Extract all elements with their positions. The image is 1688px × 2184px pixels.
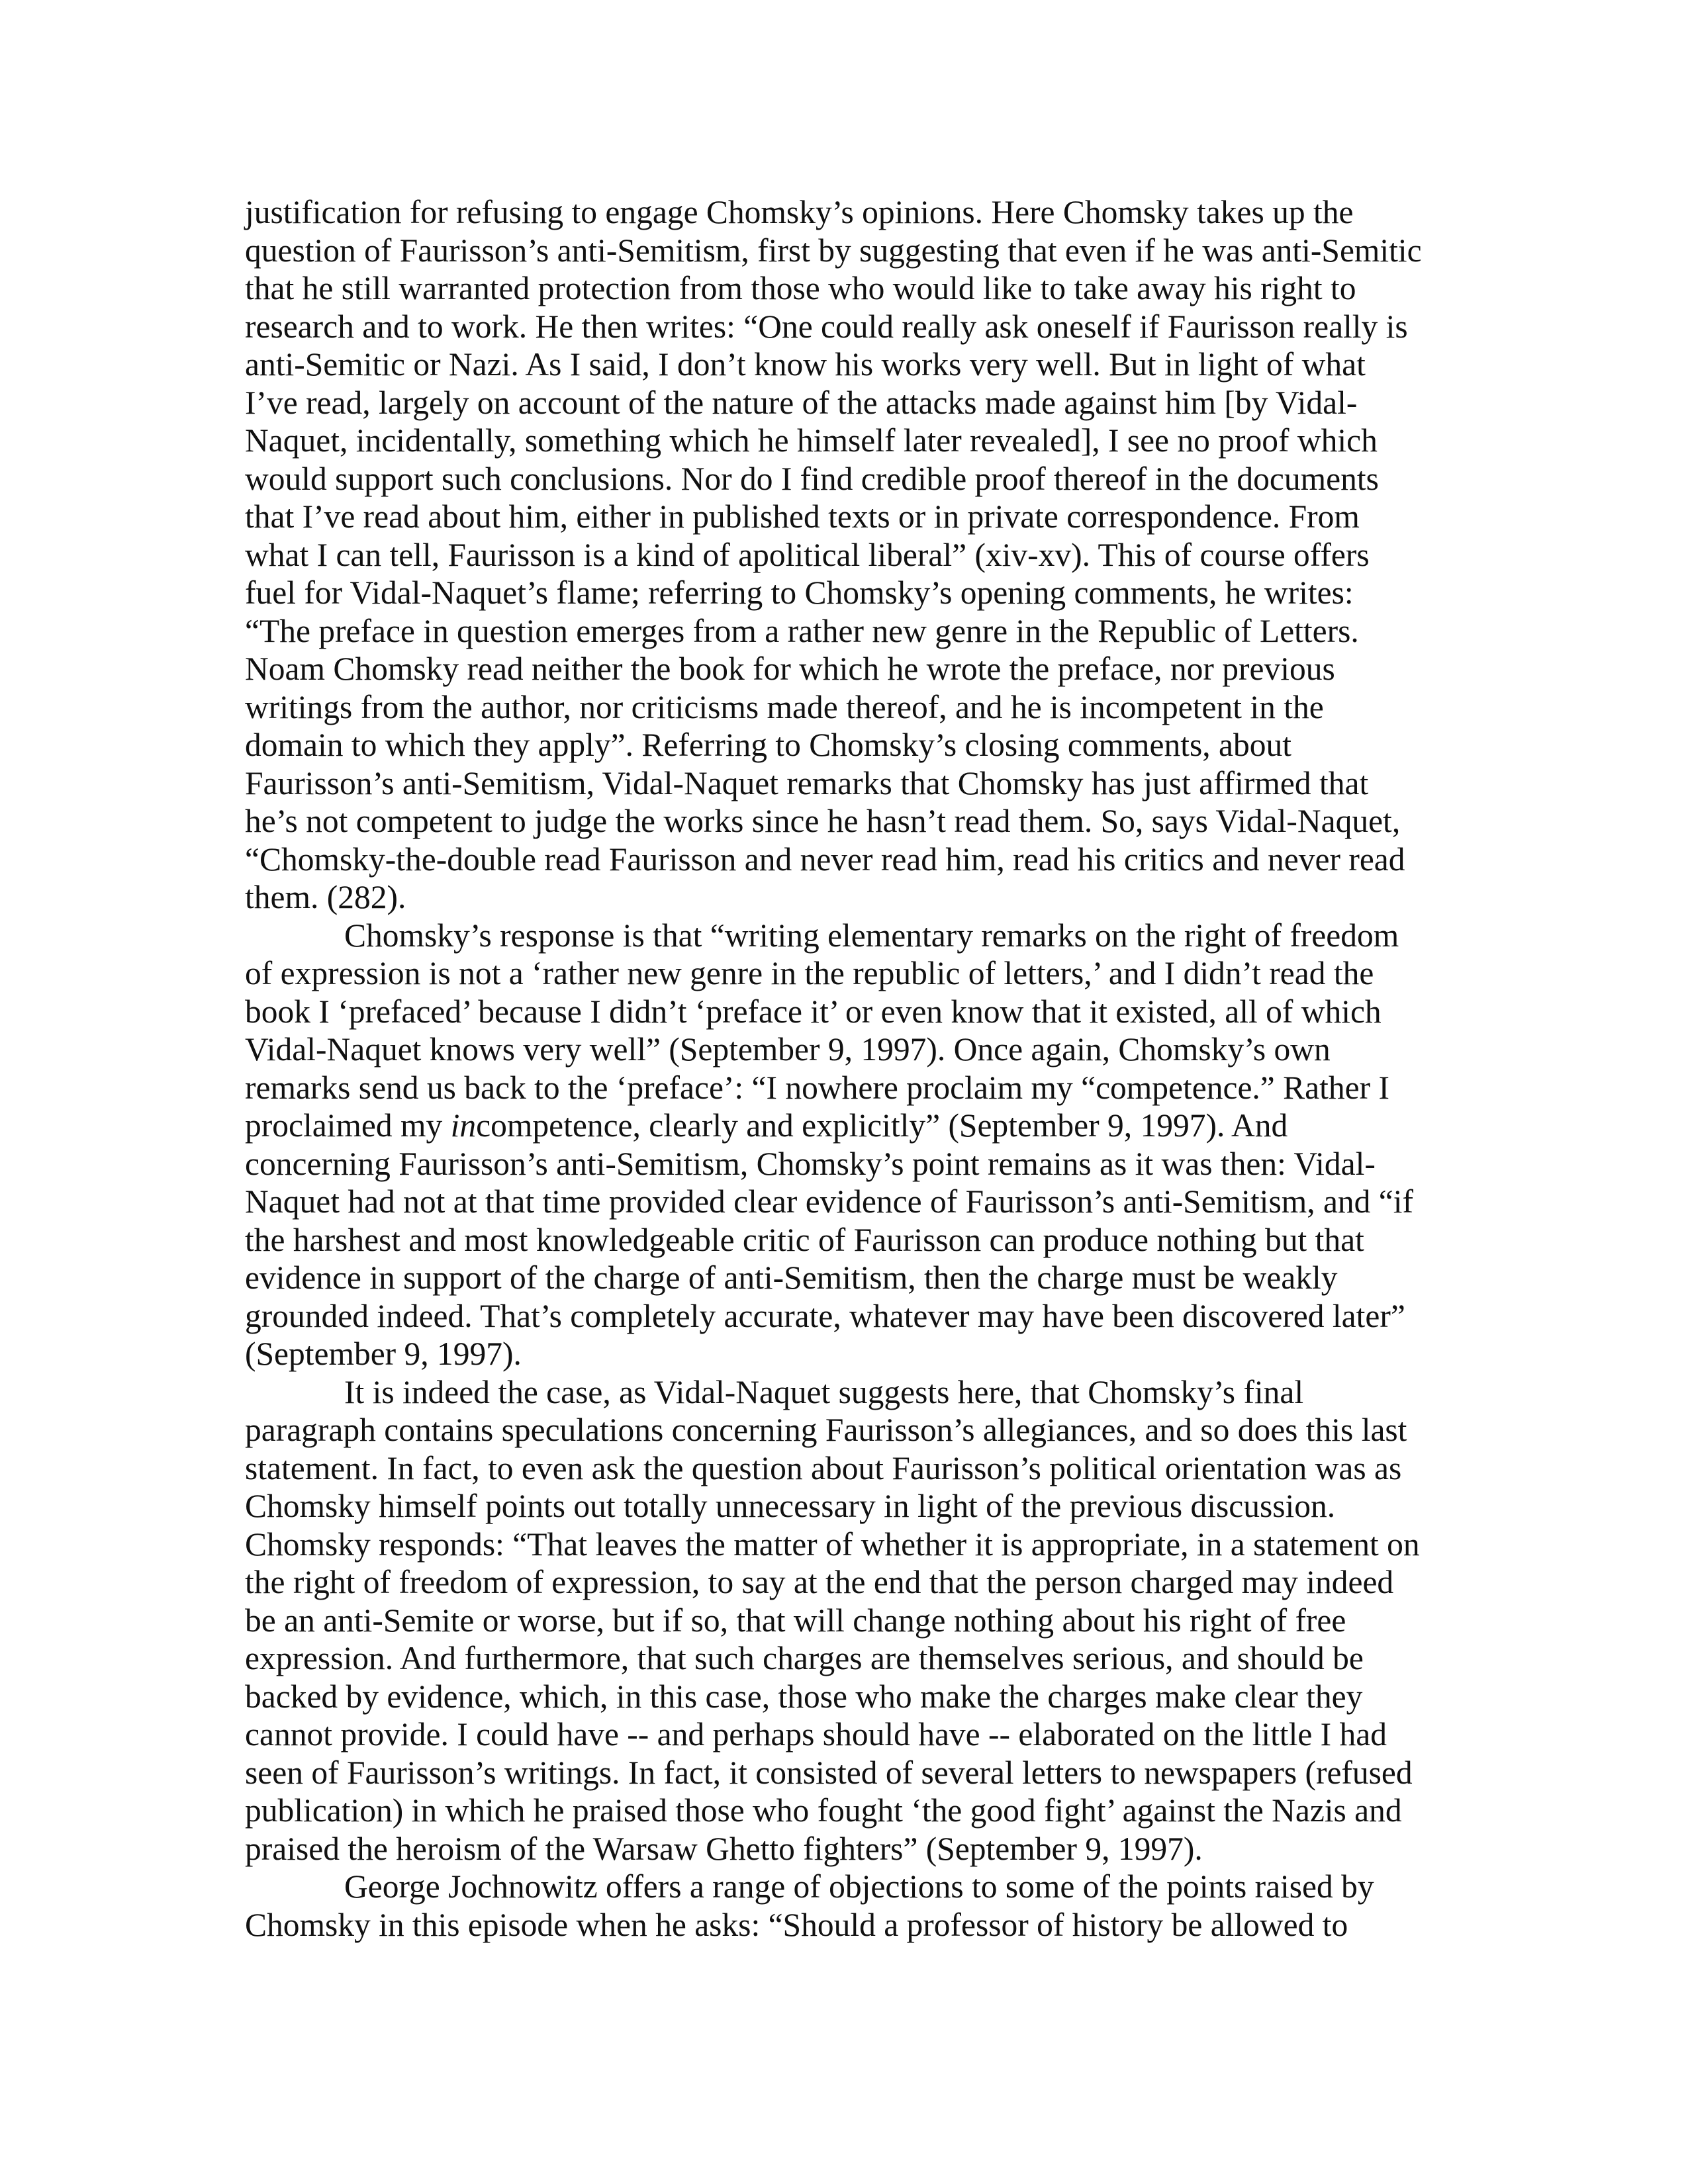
text-line: backed by evidence, which, in this case, those who make the charges make clear they <box>245 1678 1363 1715</box>
text-line: evidence in support of the charge of anti-Semitism, then the charge must be weakly <box>245 1259 1338 1296</box>
text-line: anti-Semitic or Nazi. As I said, I don’t know his works very well. But in light of what <box>245 346 1366 383</box>
text-line: Chomsky responds: “That leaves the matter of whether it is appropriate, in a statement on <box>245 1525 1420 1563</box>
text-line: the harshest and most knowledgeable critic of Faurisson can produce nothing but that <box>245 1221 1364 1258</box>
paragraph-1 <box>245 193 1443 917</box>
text-line: Chomsky in this episode when he asks: “Should a professor of history be allowed to <box>245 1906 1348 1943</box>
text-line: cannot provide. I could have -- and perhaps should have -- elaborated on the little I had <box>245 1716 1387 1752</box>
text-run: competence, clearly and explicitly” (September 9, 1997). And <box>476 1107 1288 1144</box>
paragraph-2 <box>245 917 1443 1373</box>
paragraph-3 <box>245 1373 1443 1868</box>
text-line: expression. And furthermore, that such charges are themselves serious, and should be <box>245 1640 1364 1676</box>
text-line: publication) in which he praised those who fought ‘the good fight’ against the Nazis and <box>245 1792 1402 1829</box>
text-line: Chomsky himself points out totally unnecessary in light of the previous discussion. <box>245 1488 1336 1524</box>
text-line: the right of freedom of expression, to say at the end that the person charged may indeed <box>245 1564 1394 1600</box>
text-line: domain to which they apply”. Referring to Chomsky’s closing comments, about <box>245 727 1292 763</box>
text-line: of expression is not a ‘rather new genre in the republic of letters,’ and I didn’t read the <box>245 955 1374 991</box>
text-line: George Jochnowitz offers a range of objections to some of the points raised by <box>344 1868 1374 1905</box>
text-line: Chomsky’s response is that “writing elementary remarks on the right of freedom <box>344 917 1399 954</box>
text-line: that he still warranted protection from those who would like to take away his right to <box>245 270 1356 306</box>
text-line: Noam Chomsky read neither the book for which he wrote the preface, nor previous <box>245 651 1335 687</box>
text-line: what I can tell, Faurisson is a kind of apolitical liberal” (xiv-xv). This of course offers <box>245 536 1370 573</box>
text-line: that I’ve read about him, either in published texts or in private correspondence. From <box>245 498 1360 535</box>
italic-emphasis: in <box>450 1107 477 1144</box>
text-line: be an anti-Semite or worse, but if so, that will change nothing about his right of free <box>245 1602 1346 1639</box>
text-line: them. (282). <box>245 879 406 915</box>
text-line: statement. In fact, to even ask the question about Faurisson’s political orientation was as <box>245 1449 1402 1486</box>
text-line: remarks send us back to the ‘preface’: “I nowhere proclaim my “competence.” Rather I <box>245 1069 1389 1106</box>
text-line: book I ‘prefaced’ because I didn’t ‘preface it’ or even know that it existed, all of which <box>245 993 1382 1030</box>
text-line: praised the heroism of the Warsaw Ghetto fighters” (September 9, 1997). <box>245 1830 1203 1867</box>
text-line: “Chomsky-the-double read Faurisson and never read him, read his critics and never read <box>245 841 1405 878</box>
text-line: (September 9, 1997). <box>245 1336 522 1372</box>
text-line: he’s not competent to judge the works since he hasn’t read them. So, says Vidal-Naquet, <box>245 803 1401 839</box>
text-line: Naquet had not at that time provided clear evidence of Faurisson’s anti-Semitism, and “if <box>245 1183 1414 1220</box>
text-line: It is indeed the case, as Vidal-Naquet suggests here, that Chomsky’s final <box>344 1373 1304 1410</box>
text-line: justification for refusing to engage Chomsky’s opinions. Here Chomsky takes up the <box>245 194 1354 230</box>
paragraph-4 <box>245 1868 1443 1944</box>
text-line: Naquet, incidentally, something which he himself later revealed], I see no proof which <box>245 422 1378 459</box>
text-line: writings from the author, nor criticisms made thereof, and he is incompetent in the <box>245 688 1324 725</box>
document-page <box>245 193 1443 1944</box>
text-line: I’ve read, largely on account of the nature of the attacks made against him [by Vidal- <box>245 384 1358 421</box>
text-line: Faurisson’s anti-Semitism, Vidal-Naquet remarks that Chomsky has just affirmed that <box>245 764 1369 801</box>
text-line <box>245 1107 1443 1145</box>
text-line: concerning Faurisson’s anti-Semitism, Chomsky’s point remains as it was then: Vidal- <box>245 1145 1376 1182</box>
text-line: research and to work. He then writes: “One could really ask oneself if Faurisson really is <box>245 308 1408 345</box>
text-line: paragraph contains speculations concerning Faurisson’s allegiances, and so does this last <box>245 1412 1407 1448</box>
text-line: “The preface in question emerges from a rather new genre in the Republic of Letters. <box>245 612 1359 649</box>
text-line: seen of Faurisson’s writings. In fact, it consisted of several letters to newspapers (refused <box>245 1754 1413 1791</box>
text-line: Vidal-Naquet knows very well” (September 9, 1997). Once again, Chomsky’s own <box>245 1031 1331 1068</box>
text-run: proclaimed my <box>245 1107 451 1144</box>
text-line: grounded indeed. That’s completely accurate, whatever may have been discovered later” <box>245 1297 1405 1334</box>
text-line: would support such conclusions. Nor do I find credible proof thereof in the documents <box>245 460 1379 497</box>
text-line: fuel for Vidal-Naquet’s flame; referring to Chomsky’s opening comments, he writes: <box>245 574 1354 611</box>
text-line: question of Faurisson’s anti-Semitism, first by suggesting that even if he was anti-Semitic <box>245 232 1422 269</box>
